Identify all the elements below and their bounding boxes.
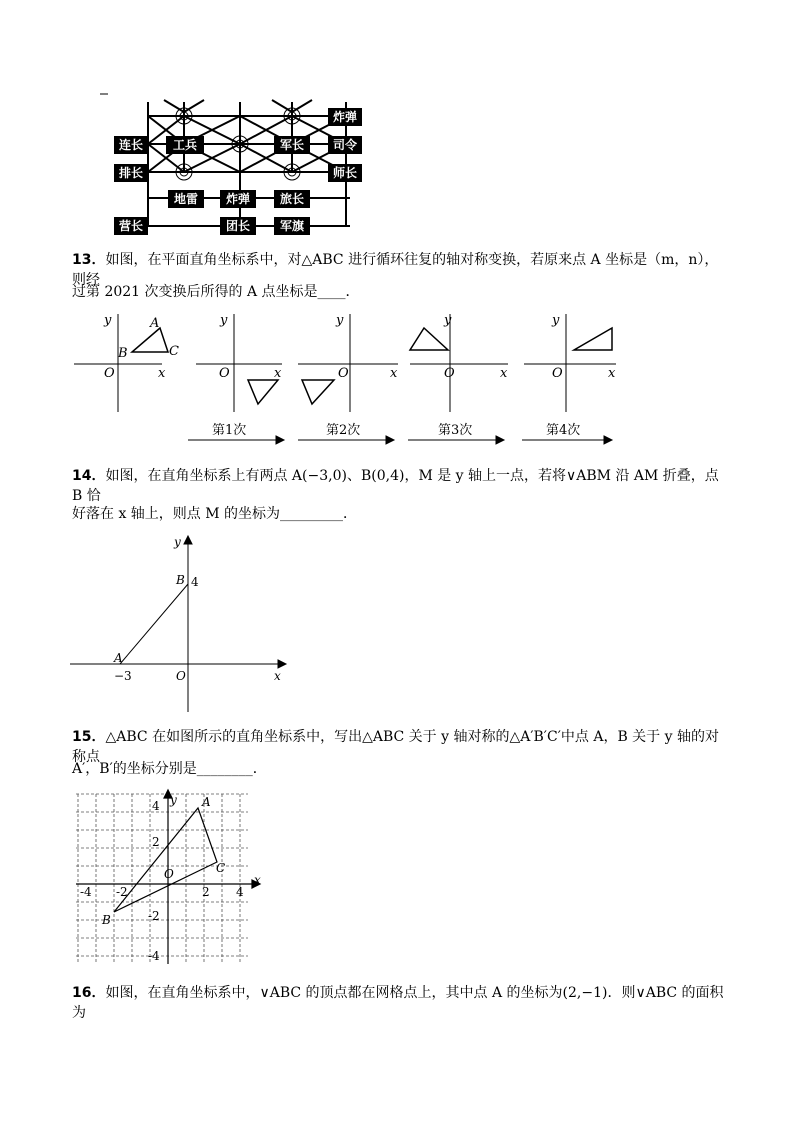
p4-y-label: y	[444, 313, 452, 328]
q15-ytick-neg4: -4	[148, 949, 160, 963]
q14-x-label: x	[274, 669, 281, 683]
question-14-figure	[70, 532, 290, 712]
step-2-label: 第2次	[326, 423, 361, 438]
question-15-line2	[72, 759, 732, 779]
q14-four-label: 4	[191, 575, 199, 589]
piece-division: 师长	[332, 166, 358, 180]
question-13-figure	[72, 310, 632, 450]
piece-regiment: 团长	[225, 219, 251, 233]
p1-a-label: A	[150, 316, 160, 331]
q15-xtick-neg2: -2	[116, 885, 128, 899]
question-15-figure	[76, 792, 266, 968]
chess-board-diagram	[100, 92, 370, 238]
p2-y-label: y	[220, 313, 228, 328]
question-14-text-1: 如图，在直角坐标系上有两点 A(−3,0)、B(0,4)，M 是 y 轴上一点，若将∨ABM 沿 AM 折叠，点 B 恰	[72, 468, 719, 504]
p3-x-label: x	[390, 366, 398, 381]
p1-b-label: B	[118, 346, 128, 361]
piece-bomb-2: 炸弹	[225, 192, 251, 206]
question-14-line2	[72, 504, 732, 524]
piece-platoon: 排长	[118, 166, 144, 180]
p3-origin-label: O	[338, 366, 349, 381]
p3-y-label: y	[336, 313, 344, 328]
p5-origin-label: O	[552, 366, 563, 381]
piece-company: 连长	[118, 138, 144, 152]
question-13-number: 13．	[72, 252, 106, 268]
question-15-text-2: A′，B′的坐标分别是________．	[72, 761, 267, 777]
step-1-label: 第1次	[212, 423, 247, 438]
q14-a-label: A	[114, 651, 123, 665]
question-16-number: 16．	[72, 985, 106, 1001]
piece-commander: 司令	[332, 138, 358, 152]
q14-y-label: y	[174, 535, 181, 549]
q15-ytick-neg2: -2	[148, 909, 160, 923]
p2-x-label: x	[274, 366, 282, 381]
q14-b-label: B	[176, 573, 185, 587]
step-3-label: 第3次	[438, 423, 473, 438]
q15-ytick-2: 2	[152, 835, 160, 849]
piece-flag: 军旗	[279, 219, 305, 233]
q14-neg3-label: −3	[114, 669, 132, 683]
q15-y-label: y	[170, 793, 177, 807]
q15-c-label: C	[216, 861, 226, 875]
q15-origin-label: O	[164, 867, 174, 881]
question-14-line1	[72, 466, 732, 506]
p4-origin-label: O	[444, 366, 455, 381]
q15-a-label: A	[202, 795, 211, 809]
p5-y-label: y	[552, 313, 560, 328]
piece-brigade: 旅长	[279, 192, 305, 206]
p4-x-label: x	[500, 366, 508, 381]
piece-general: 军长	[279, 138, 305, 152]
q15-xtick-2: 2	[202, 885, 210, 899]
piece-engineer: 工兵	[172, 138, 198, 152]
question-16-line1	[72, 983, 732, 1023]
piece-mine: 地雷	[173, 192, 199, 206]
p2-origin-label: O	[219, 366, 230, 381]
q15-x-label: x	[254, 873, 261, 887]
p1-origin-label: O	[104, 366, 115, 381]
question-14-number: 14．	[72, 468, 106, 484]
q15-xtick-neg4: -4	[80, 885, 92, 899]
question-13-text-2: 过第 2021 次变换后所得的 A 点坐标是____．	[72, 284, 360, 300]
p5-x-label: x	[608, 366, 616, 381]
p1-c-label: C	[169, 344, 179, 359]
question-13-text-1: 如图，在平面直角坐标系中，对△ABC 进行循环往复的轴对称变换，若原来点 A 坐标是（m，n），则经	[72, 252, 719, 288]
p1-y-label: y	[104, 313, 112, 328]
question-14-text-2: 好落在 x 轴上，则点 M 的坐标为_________．	[72, 506, 358, 522]
q15-xtick-4: 4	[236, 885, 244, 899]
piece-battalion: 营长	[118, 219, 144, 233]
question-15-text-1: △ABC 在如图所示的直角坐标系中，写出△ABC 关于 y 轴对称的△A′B′C′中点 A，B 关于 y 轴的对称点	[72, 729, 719, 765]
q14-origin-label: O	[176, 669, 186, 683]
p1-x-label: x	[158, 366, 166, 381]
question-16-text-1: 如图，在直角坐标系中，∨ABC 的顶点都在网格点上，其中点 A 的坐标为(2,−1)．则∨ABC 的面积为	[72, 985, 724, 1021]
question-15-number: 15．	[72, 729, 106, 745]
q15-ytick-4: 4	[152, 799, 160, 813]
question-13-line2	[72, 282, 732, 302]
piece-bomb-1: 炸弹	[332, 110, 358, 124]
step-4-label: 第4次	[546, 423, 581, 438]
q15-b-label: B	[102, 913, 111, 927]
